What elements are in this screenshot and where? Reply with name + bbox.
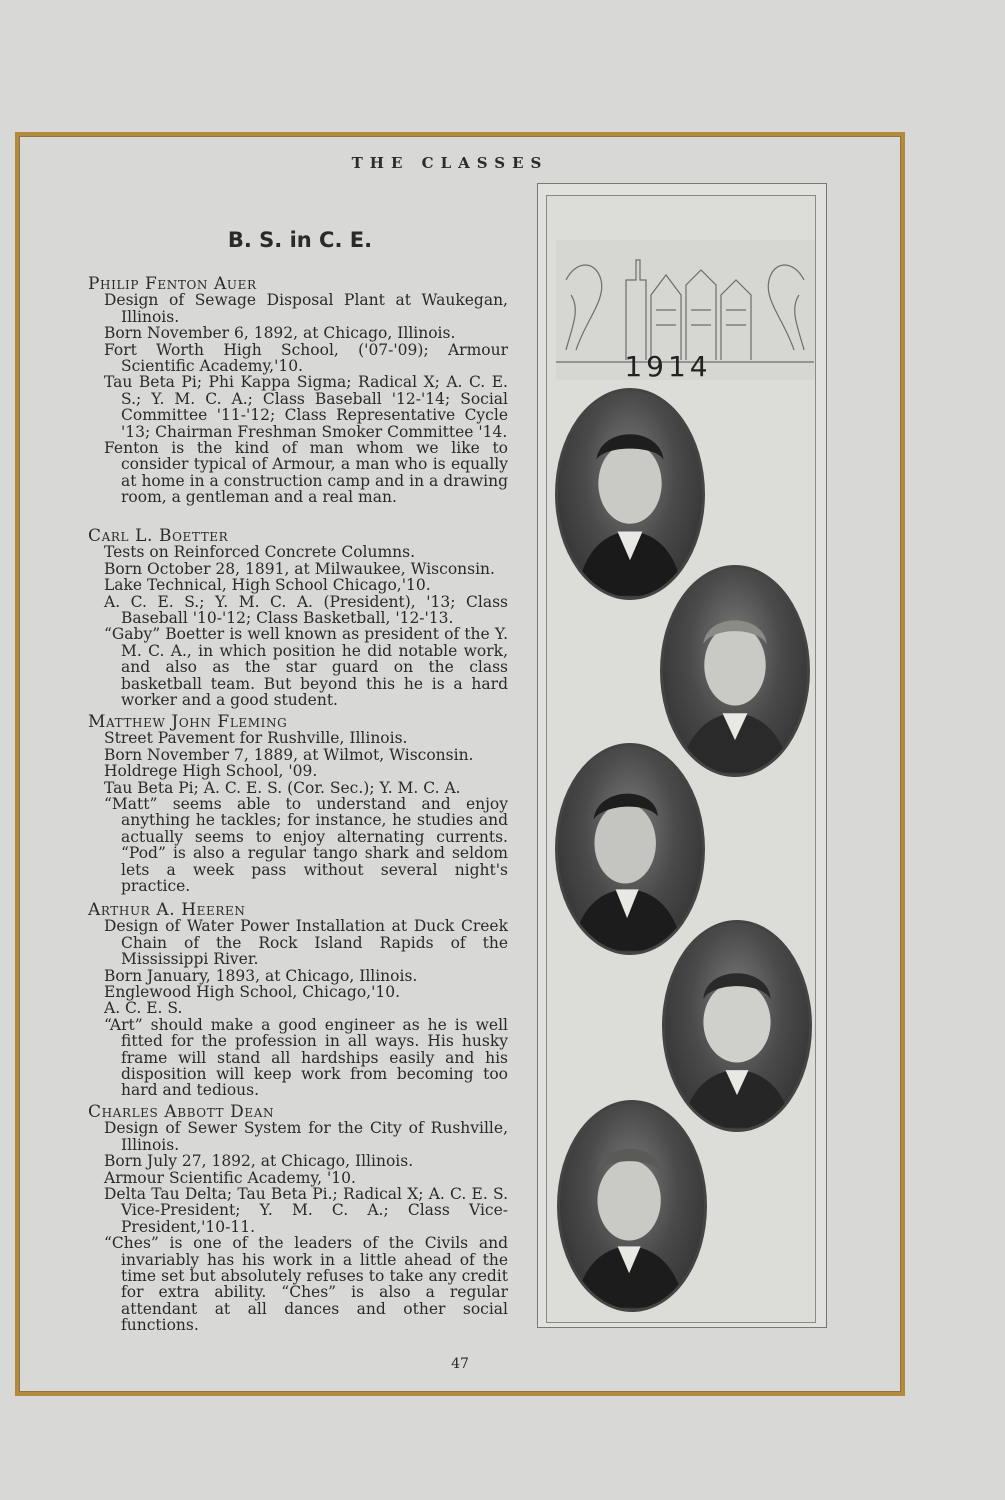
panel-year: 1914 [624, 350, 712, 383]
activities: Tau Beta Pi; A. C. E. S. (Cor. Sec.); Y. M. C. A. [104, 778, 461, 797]
thesis-title: Design of Water Power Installation at Duck Creek Chain of the Rock Island Rapids of the Mississippi River. [104, 917, 508, 969]
student-name: Arthur A. Heeren [88, 900, 246, 920]
portrait-photo [660, 565, 810, 777]
biography: Fenton is the kind of man whom we like to consider typical of Armour, a man who is equally at home in a construction camp and in a drawing room, a gentleman and a real man. [104, 439, 508, 507]
birth-info: Born July 27, 1892, at Chicago, Illinois. [104, 1152, 414, 1171]
schooling: Armour Scientific Academy, '10. [104, 1168, 356, 1187]
birth-info: Born October 28, 1891, at Milwaukee, Wisconsin. [104, 559, 495, 578]
section-title: B. S. in C. E. [227, 228, 373, 252]
student-entry [88, 714, 508, 894]
thesis-title: Tests on Reinforced Concrete Columns. [104, 543, 416, 562]
biography: “Ches” is one of the leaders of the Civils and invariably has his work in a little ahead of the time set but absolutely refuses to take any credit for extra ability. “Ches” is also a regular attendant at all dances and other social functions. [104, 1234, 508, 1335]
birth-info: Born November 7, 1889, at Wilmot, Wisconsin. [104, 745, 474, 764]
biography: “Matt” seems able to understand and enjoy anything he tackles; for instance, he studies and actually seems to enjoy alternating currents. “Pod” is also a regular tango shark and seldom lets a week pass without several night's practice. [104, 795, 508, 896]
student-entry [88, 276, 508, 506]
student-name: Carl L. Boetter [88, 526, 229, 546]
page-number: 47 [451, 1356, 469, 1372]
activities: Tau Beta Pi; Phi Kappa Sigma; Radical X; A. C. E. S.; Y. M. C. A.; Class Baseball '12-'14; Social Committee '11-'12; Class Representative Cycle '13; Chairman Freshman Smoker Committee '14. [104, 373, 508, 441]
schooling: Lake Technical, High School Chicago,'10. [104, 576, 431, 595]
portrait-photo [555, 743, 705, 955]
activities: Delta Tau Delta; Tau Beta Pi.; Radical X; A. C. E. S. Vice-President; Y. M. C. A.; Class Vice-President,'10-11. [104, 1185, 508, 1236]
schooling: Fort Worth High School, ('07-'09); Armour Scientific Academy,'10. [104, 340, 508, 376]
activities: A. C. E. S. [104, 999, 183, 1018]
student-entry [88, 1104, 508, 1334]
birth-info: Born January, 1893, at Chicago, Illinois. [104, 966, 418, 985]
student-entry [88, 902, 508, 1099]
portrait-photo [557, 1100, 707, 1312]
student-name: Philip Fenton Auer [88, 274, 257, 294]
schooling: Holdrege High School, '09. [104, 762, 318, 781]
portrait-photo [662, 920, 812, 1132]
birth-info: Born November 6, 1892, at Chicago, Illinois. [104, 324, 456, 343]
student-entry [88, 528, 508, 708]
student-name: Matthew John Fleming [88, 712, 288, 732]
running-head: THE CLASSES [351, 154, 549, 172]
activities: A. C. E. S.; Y. M. C. A. (President), '13; Class Baseball '10-'12; Class Basketball, '12-'13. [104, 592, 508, 628]
thesis-title: Street Pavement for Rushville, Illinois. [104, 729, 408, 748]
thesis-title: Design of Sewer System for the City of Rushville, Illinois. [104, 1119, 508, 1154]
biography: “Art” should make a good engineer as he is well fitted for the profession in all ways. His husky frame will stand all hardships easily and his disposition will keep work from becoming too hard and tedious. [104, 1015, 508, 1100]
schooling: Englewood High School, Chicago,'10. [104, 983, 401, 1002]
thesis-title: Design of Sewage Disposal Plant at Waukegan, Illinois. [104, 291, 508, 326]
portrait-photo [555, 388, 705, 600]
student-name: Charles Abbott Dean [88, 1102, 275, 1122]
biography: “Gaby” Boetter is well known as president of the Y. M. C. A., in which position he did notable work, and also as the star guard on the class basketball team. But beyond this he is a hard worker and a good student. [104, 625, 508, 710]
